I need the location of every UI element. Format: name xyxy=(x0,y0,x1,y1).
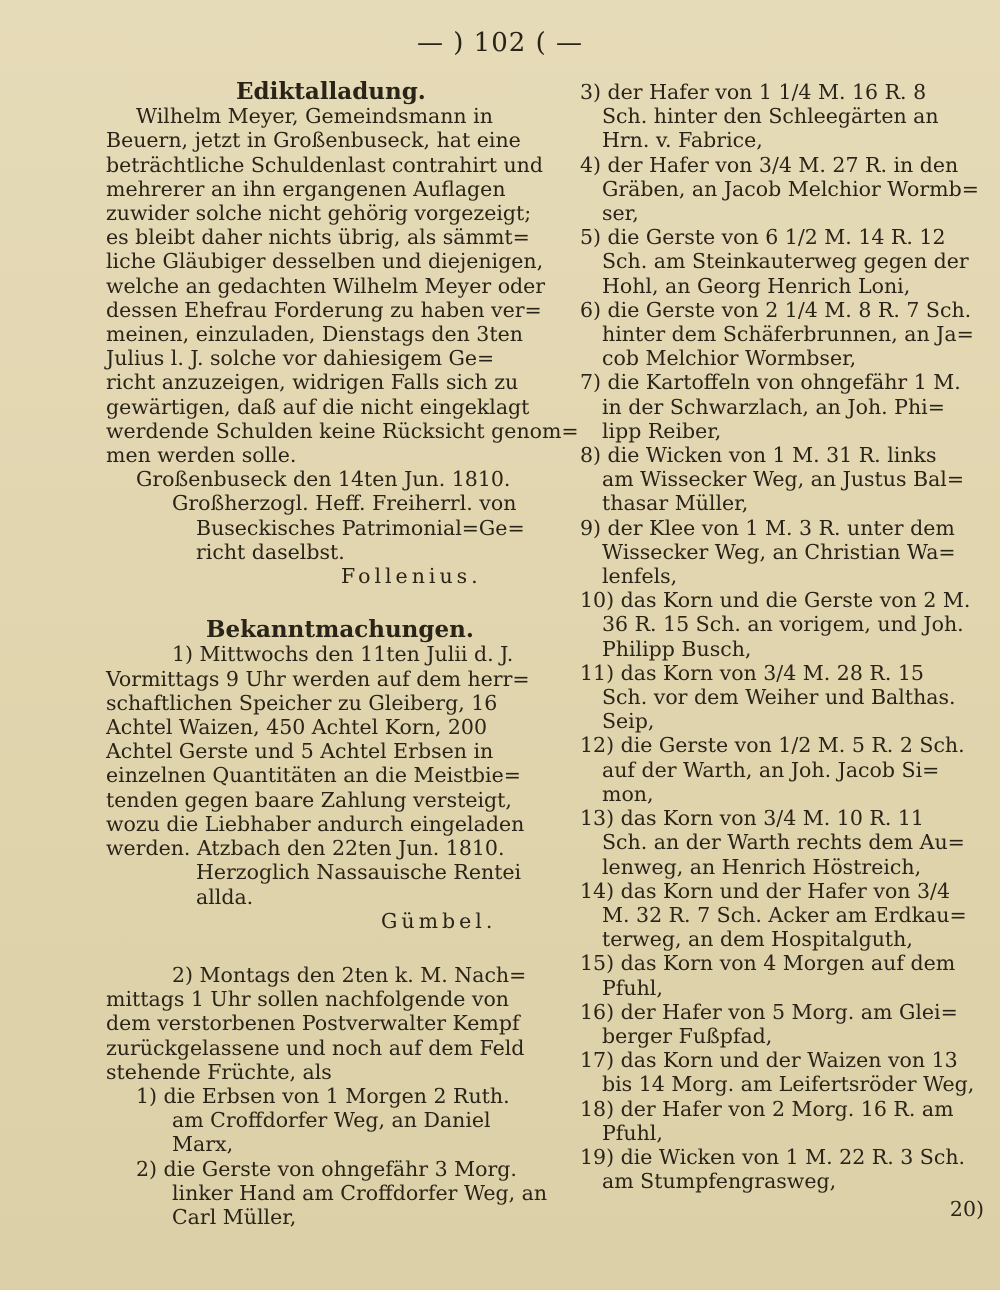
item-line: lenfels, xyxy=(602,564,678,589)
list-item xyxy=(572,1145,984,1193)
montag-line: mittags 1 Uhr sollen nachfolgende von xyxy=(106,987,509,1012)
item-line: 9) der Klee von 1 M. 3 R. unter dem xyxy=(580,515,955,540)
edikt-line: werdende Schulden keine Rücksicht genom= xyxy=(106,418,579,443)
item-line: M. 32 R. 7 Sch. Acker am Erdkau= xyxy=(602,902,967,927)
edikt-line: men werden solle. xyxy=(106,443,297,468)
list-item xyxy=(572,1048,984,1096)
authority-line: Herzoglich Nassauische Rentei xyxy=(196,860,522,885)
item-line: mon, xyxy=(602,781,654,806)
item-line: Seip, xyxy=(602,709,655,734)
item-line: ser, xyxy=(602,201,639,226)
item-line: 11) das Korn von 3/4 M. 28 R. 15 xyxy=(580,660,924,685)
item-line: Gräben, an Jacob Melchior Wormb= xyxy=(602,176,979,201)
item-line: Sch. hinter den Schleegärten an xyxy=(602,104,939,129)
item-line: auf der Warth, an Joh. Jacob Si= xyxy=(602,757,940,782)
edikt-place-date: Großenbuseck den 14ten Jun. 1810. xyxy=(136,467,511,492)
bekannt-signature: Gümbel. xyxy=(381,908,497,933)
authority-line: Großherzogl. Heff. Freiherrl. von xyxy=(172,491,517,516)
item-line: berger Fußpfad, xyxy=(602,1023,773,1048)
bekannt-line: schaftlichen Speicher zu Gleiberg, 16 xyxy=(106,690,498,715)
bekannt-line: Achtel Gerste und 5 Achtel Erbsen in xyxy=(106,739,494,764)
item-line: Marx, xyxy=(172,1132,234,1157)
bekannt-line: werden. Atzbach den 22ten Jun. 1810. xyxy=(106,836,505,861)
edikt-line: gewärtigen, daß auf die nicht eingeklagt xyxy=(106,394,530,419)
item-line: Philipp Busch, xyxy=(602,636,752,661)
item-line: 17) das Korn und der Waizen von 13 xyxy=(580,1048,958,1073)
item-line: 12) die Gerste von 1/2 M. 5 R. 2 Sch. xyxy=(580,733,965,758)
edikt-body xyxy=(106,104,579,468)
bekannt-line: einzelnen Quantitäten an die Meistbie= xyxy=(106,763,521,788)
item-line: am Croffdorfer Weg, an Daniel xyxy=(172,1108,491,1133)
list-item xyxy=(572,733,984,806)
edikt-line: beträchtliche Schuldenlast contrahirt und xyxy=(106,152,544,177)
item-line: 1) die Erbsen von 1 Morgen 2 Ruth. xyxy=(136,1083,510,1108)
item-line: 36 R. 15 Sch. an vorigem, und Joh. xyxy=(602,612,964,637)
edikt-line: welche an gedachten Wilhelm Meyer oder xyxy=(106,273,546,298)
right-items xyxy=(572,80,984,1193)
bekannt-authority xyxy=(106,860,546,908)
montag-line: 2) Montags den 2ten k. M. Nach= xyxy=(172,962,527,987)
item-line: 5) die Gerste von 6 1/2 M. 14 R. 12 xyxy=(580,225,946,250)
list-item xyxy=(572,661,984,734)
item-line: 4) der Hafer von 3/4 M. 27 R. in den xyxy=(580,152,959,177)
edikt-line: liche Gläubiger desselben und diejenigen, xyxy=(106,249,544,274)
item-line: Sch. am Steinkauterweg gegen der xyxy=(602,249,969,274)
item-line: cob Melchior Wormbser, xyxy=(602,346,857,371)
item-line: Pfuhl, xyxy=(602,975,663,1000)
item-line: Pfuhl, xyxy=(602,1120,663,1145)
item-line: 7) die Kartoffeln von ohngefähr 1 M. xyxy=(580,370,961,395)
list-item xyxy=(572,80,984,153)
montag-line: zurückgelassene und noch auf dem Feld xyxy=(106,1035,525,1060)
montag-line: stehende Früchte, als xyxy=(106,1059,332,1084)
edikt-line: es bleibt daher nichts übrig, als sämmt= xyxy=(106,225,530,250)
list-item xyxy=(572,806,984,879)
item-line: lipp Reiber, xyxy=(602,418,722,443)
right-column xyxy=(572,80,984,1222)
item-line: 14) das Korn und der Hafer von 3/4 xyxy=(580,878,950,903)
item-line: terweg, an dem Hospitalguth, xyxy=(602,927,913,952)
item-line: 8) die Wicken von 1 M. 31 R. links xyxy=(580,443,937,468)
item-line: Sch. vor dem Weiher und Balthas. xyxy=(602,685,956,710)
edikt-line: mehrerer an ihn ergangenen Auflagen xyxy=(106,176,506,201)
item-line: Sch. an der Warth rechts dem Au= xyxy=(602,830,965,855)
list-item xyxy=(572,370,984,443)
edikt-authority xyxy=(106,491,546,564)
bekannt-title: Bekanntmachungen. xyxy=(206,616,474,644)
item-line: 15) das Korn von 4 Morgen auf dem xyxy=(580,951,956,976)
list-item xyxy=(106,1157,546,1230)
list-item xyxy=(572,225,984,298)
list-item xyxy=(572,516,984,589)
left-column xyxy=(106,78,579,1229)
edikt-line: meinen, einzuladen, Dienstags den 3ten xyxy=(106,322,523,347)
bekannt-line: Achtel Waizen, 450 Achtel Korn, 200 xyxy=(106,715,488,740)
list-item xyxy=(106,1084,546,1157)
item-line: 6) die Gerste von 2 1/4 M. 8 R. 7 Sch. xyxy=(580,297,972,322)
edikt-title: Ediktalladung. xyxy=(236,78,426,105)
edikt-line: zuwider solche nicht gehörig vorgezeigt; xyxy=(106,201,532,226)
authority-line: richt daselbst. xyxy=(196,539,345,564)
edikt-line: Beuern, jetzt in Großenbuseck, hat eine xyxy=(106,128,521,153)
item-line: Carl Müller, xyxy=(172,1204,297,1229)
list-item xyxy=(572,153,984,226)
item-line: 3) der Hafer von 1 1/4 M. 16 R. 8 xyxy=(580,80,927,104)
bekannt-body xyxy=(106,642,546,860)
edikt-signature: Follenius. xyxy=(341,564,482,589)
edikt-line: dessen Ehefrau Forderung zu haben ver= xyxy=(106,297,542,322)
item-line: lenweg, an Henrich Höstreich, xyxy=(602,854,922,879)
edikt-line: Julius l. J. solche vor dahiesigem Ge= xyxy=(106,346,495,371)
montag-items xyxy=(106,1084,546,1229)
list-item xyxy=(572,879,984,952)
item-line: am Stumpfengrasweg, xyxy=(602,1169,837,1194)
item-line: linker Hand am Croffdorfer Weg, an xyxy=(172,1180,548,1205)
list-item xyxy=(572,588,984,661)
item-line: hinter dem Schäferbrunnen, an Ja= xyxy=(602,322,974,347)
authority-line: Buseckisches Patrimonial=Ge= xyxy=(196,515,525,540)
list-item xyxy=(572,1000,984,1048)
list-item xyxy=(572,1097,984,1145)
catchword: 20) xyxy=(949,1197,984,1222)
bekannt-line: 1) Mittwochs den 11ten Julii d. J. xyxy=(172,642,514,667)
montag-body xyxy=(106,963,546,1084)
item-line: 2) die Gerste von ohngefähr 3 Morg. xyxy=(136,1156,517,1181)
list-item xyxy=(572,951,984,999)
item-line: Hrn. v. Fabrice, xyxy=(602,128,763,153)
bekannt-line: tenden gegen baare Zahlung versteigt, xyxy=(106,787,512,812)
item-line: in der Schwarzlach, an Joh. Phi= xyxy=(602,394,945,419)
item-line: 16) der Hafer von 5 Morg. am Glei= xyxy=(580,999,958,1024)
edikt-line: Wilhelm Meyer, Gemeindsmann in xyxy=(136,104,493,129)
item-line: Wissecker Weg, an Christian Wa= xyxy=(602,539,956,564)
item-line: 19) die Wicken von 1 M. 22 R. 3 Sch. xyxy=(580,1144,966,1169)
bekannt-line: wozu die Liebhaber andurch eingeladen xyxy=(106,811,525,836)
list-item xyxy=(572,443,984,516)
montag-line: dem verstorbenen Postverwalter Kempf xyxy=(106,1011,520,1036)
item-line: Hohl, an Georg Henrich Loni, xyxy=(602,273,911,298)
item-line: am Wissecker Weg, an Justus Bal= xyxy=(602,467,965,492)
item-line: 13) das Korn von 3/4 M. 10 R. 11 xyxy=(580,806,924,831)
bekannt-line: Vormittags 9 Uhr werden auf dem herr= xyxy=(106,666,530,691)
item-line: bis 14 Morg. am Leifertsröder Weg, xyxy=(602,1072,975,1097)
page-number: — ) 102 ( — xyxy=(417,28,583,58)
edikt-line: richt anzuzeigen, widrigen Falls sich zu xyxy=(106,370,519,395)
item-line: 18) der Hafer von 2 Morg. 16 R. am xyxy=(580,1096,954,1121)
authority-line: allda. xyxy=(196,884,254,909)
item-line: thasar Müller, xyxy=(602,491,749,516)
item-line: 10) das Korn und die Gerste von 2 M. xyxy=(580,588,971,613)
list-item xyxy=(572,298,984,371)
